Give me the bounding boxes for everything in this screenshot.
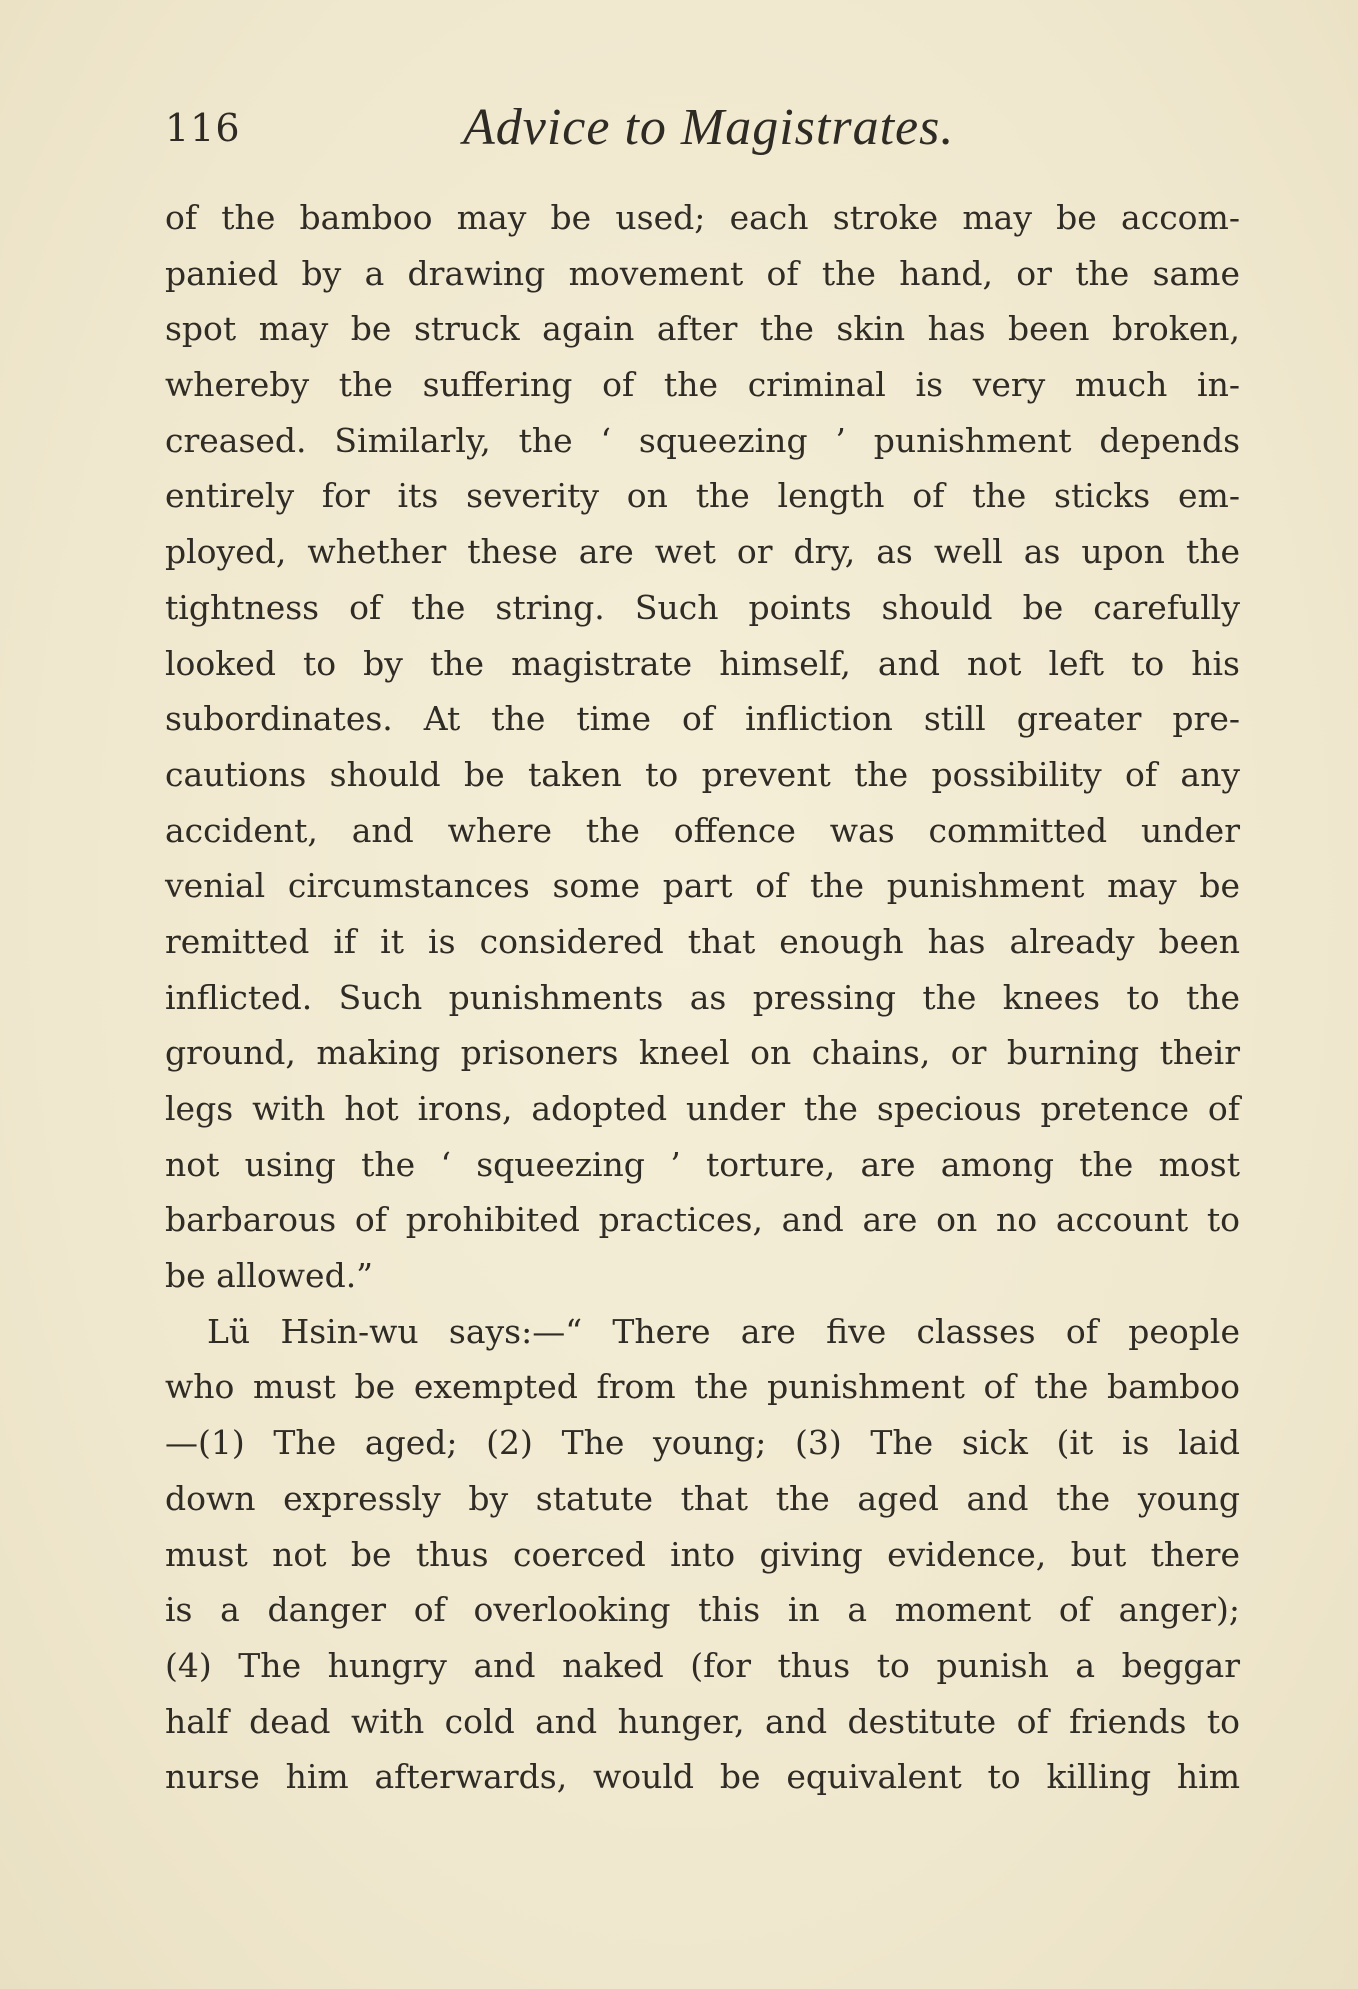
text-line: tightness of the string. Such points should be carefully: [165, 587, 1240, 627]
page-number: 116: [165, 106, 241, 150]
text-line: legs with hot irons, adopted under the specious pretence of: [165, 1089, 1240, 1128]
text-line: who must be exempted from the punishment of the bamboo: [165, 1367, 1240, 1407]
text-line: half dead with cold and hunger, and destitute of friends to: [165, 1701, 1240, 1741]
body-text: [165, 190, 1240, 1805]
text-line: Lü Hsin-wu says:—“ There are five classes of people: [207, 1311, 1240, 1351]
text-line: looked to by the magistrate himself, and not left to his: [165, 643, 1240, 683]
text-line: inflicted. Such punishments as pressing the knees to the: [165, 977, 1240, 1017]
text-line: entirely for its severity on the length of the sticks em-: [165, 476, 1240, 516]
text-line: venial circumstances some part of the punishment may be: [165, 866, 1240, 906]
text-line: down expressly by statute that the aged and the young: [165, 1478, 1240, 1518]
text-line: cautions should be taken to prevent the possibility of any: [165, 754, 1240, 794]
text-line: —(1) The aged; (2) The young; (3) The sick (it is laid: [165, 1423, 1240, 1463]
text-line: must not be thus coerced into giving evidence, but there: [165, 1534, 1240, 1574]
text-line: not using the ‘ squeezing ’ torture, are among the most: [165, 1144, 1240, 1184]
text-line: nurse him afterwards, would be equivalent to killing him: [165, 1757, 1240, 1797]
page-header: [165, 98, 1240, 168]
text-line: ployed, whether these are wet or dry, as well as upon the: [165, 532, 1240, 572]
text-line: subordinates. At the time of infliction still greater pre-: [165, 699, 1240, 739]
running-title: Advice to Magistrates.: [463, 99, 955, 156]
text-line: panied by a drawing movement of the hand, or the same: [165, 253, 1240, 293]
text-line: remitted if it is considered that enough has already been: [165, 921, 1240, 961]
text-line: of the bamboo may be used; each stroke may be accom-: [165, 198, 1240, 237]
text-line: accident, and where the offence was committed under: [165, 810, 1240, 850]
text-line: is a danger of overlooking this in a moment of anger);: [165, 1590, 1240, 1630]
text-line: barbarous of prohibited practices, and are on no account to: [165, 1200, 1240, 1240]
text-line: spot may be struck again after the skin has been broken,: [165, 309, 1240, 349]
text-line: be allowed.”: [165, 1256, 374, 1296]
text-line: (4) The hungry and naked (for thus to punish a beggar: [165, 1645, 1240, 1685]
text-line: whereby the suffering of the criminal is very much in-: [165, 365, 1240, 405]
text-line: ground, making prisoners kneel on chains, or burning their: [165, 1033, 1240, 1073]
text-line: creased. Similarly, the ‘ squeezing ’ punishment depends: [165, 420, 1240, 460]
